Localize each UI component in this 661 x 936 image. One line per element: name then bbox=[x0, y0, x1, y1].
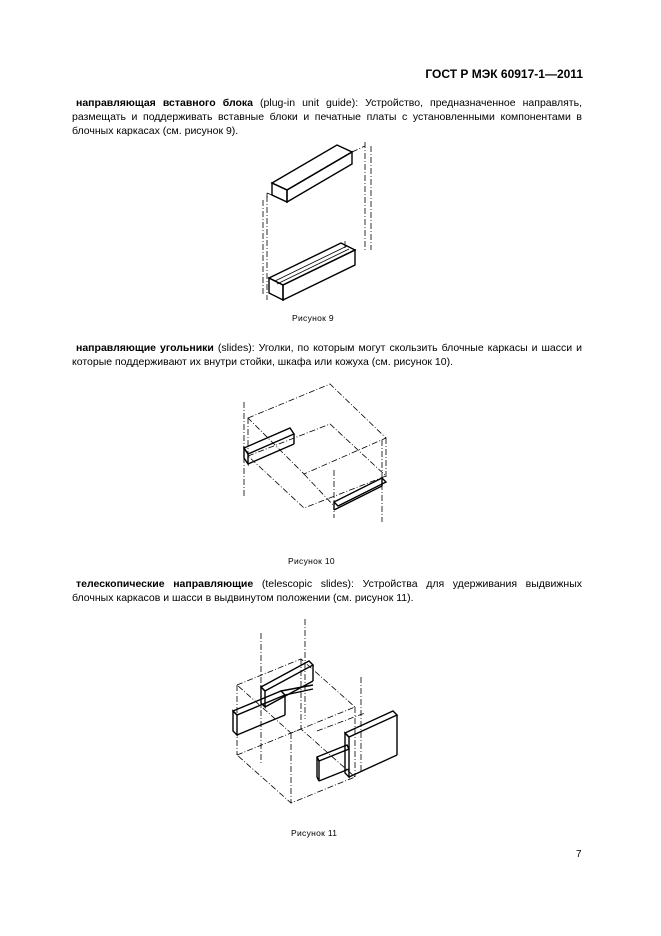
definition-slides bbox=[72, 341, 582, 369]
figure-11-caption: Рисунок 11 bbox=[291, 828, 338, 838]
figure-10-caption: Рисунок 10 bbox=[288, 556, 335, 566]
page-number: 7 bbox=[576, 849, 582, 860]
definition-plug-in-unit-guide bbox=[72, 96, 582, 138]
term-telescopic-slides: телескопические направляющие bbox=[76, 578, 254, 590]
document-header: ГОСТ Р МЭК 60917-1—2011 bbox=[425, 67, 583, 81]
figure-9-caption: Рисунок 9 bbox=[292, 313, 334, 323]
definition-text: (slides): Уголки, по которым могут скользить блочные каркасы и шасси и которые поддерживают их внутри стойки, шкафа или кожуха (см. рисунок 10). bbox=[72, 342, 582, 368]
figure-11-drawing bbox=[225, 615, 405, 825]
term-slides: направляющие угольники bbox=[76, 342, 214, 354]
figure-10-drawing bbox=[236, 378, 396, 538]
figure-9-drawing bbox=[255, 138, 385, 308]
definition-text: (telescopic slides): Устройства для удерживания выдвижных блочных каркасов и шасси в выдвинутом положении (см. рисунок 11). bbox=[72, 578, 582, 604]
definition-telescopic-slides bbox=[72, 577, 582, 605]
definition-text: (plug-in unit guide): Устройство, предназначенное направлять, размещать и поддерживать вставные блоки и печатные платы с установленными компонентами в блочных каркасах (см. рисунок 9). bbox=[72, 97, 582, 137]
term-plug-in-unit-guide: направляющая вставного блока bbox=[76, 97, 253, 109]
